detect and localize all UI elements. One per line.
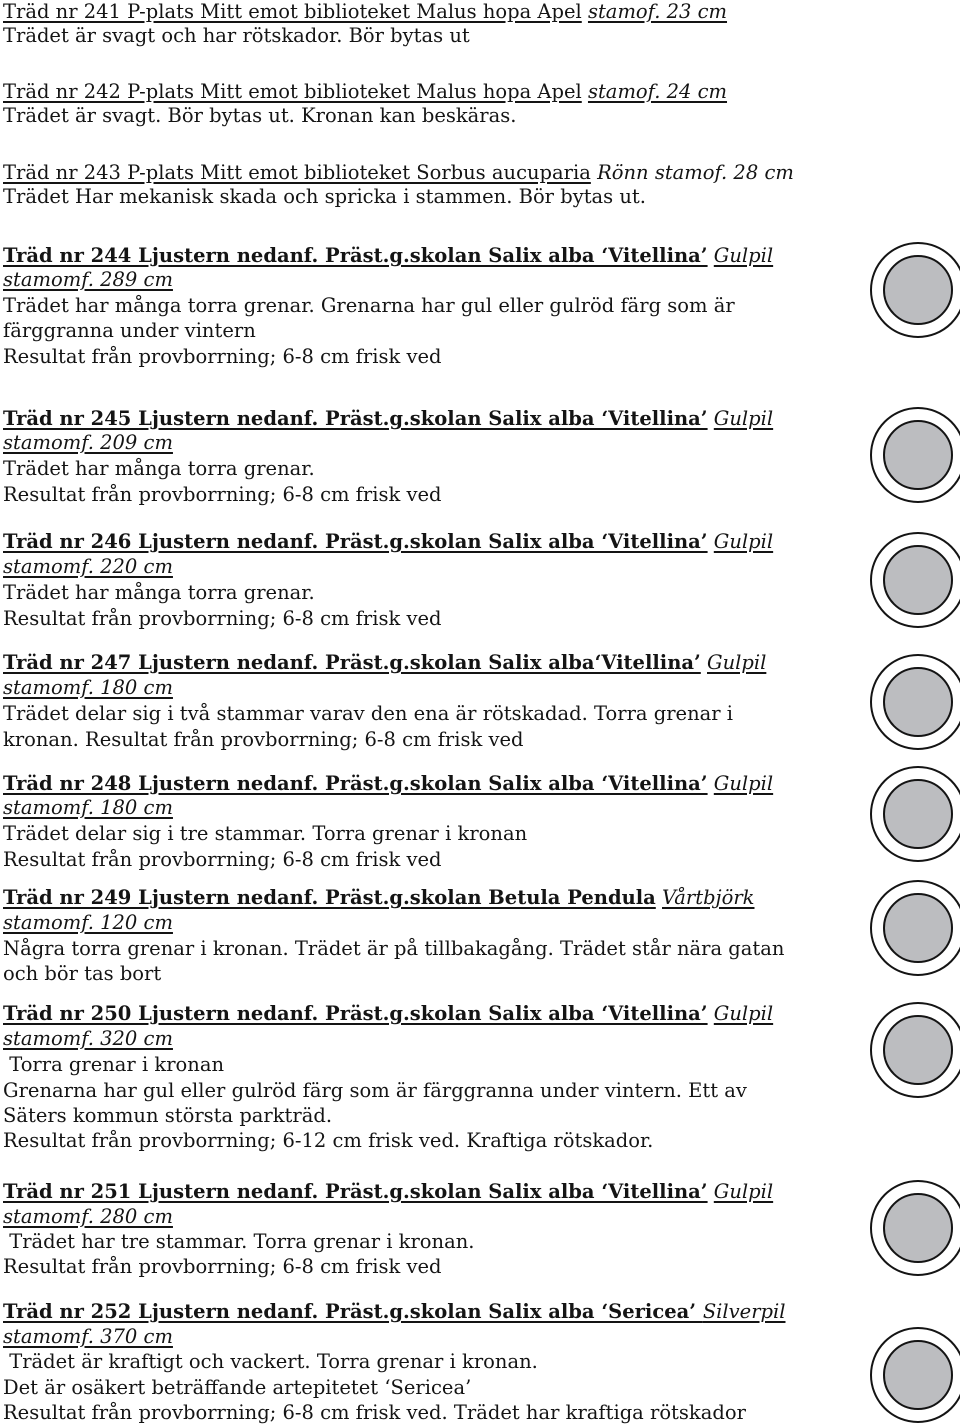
heading-text: Träd nr 242 P-plats Mitt emot biblioteket Malus hopa Apel xyxy=(3,80,582,103)
common-name: Gulpil xyxy=(713,1002,774,1025)
entry-245-size: stamomf. 209 cm xyxy=(3,431,173,454)
entry-249-heading xyxy=(3,886,754,910)
common-name: Gulpil xyxy=(713,407,774,430)
common-name: Vårtbjörk xyxy=(662,886,755,909)
entry-246-size: stamomf. 220 cm xyxy=(3,555,173,578)
entry-244-note-2: färggranna under vintern xyxy=(3,319,256,342)
heading-text: Träd nr 246 Ljustern nedanf. Präst.g.skolan Salix alba ‘Vitellina’ xyxy=(3,530,708,553)
entry-245-note-1: Trädet har många torra grenar. xyxy=(3,457,315,480)
entry-243-heading xyxy=(3,161,794,185)
entry-252-heading xyxy=(3,1300,785,1324)
entry-251-note-1: Trädet har tre stammar. Torra grenar i kronan. xyxy=(3,1230,475,1253)
entry-249-note-1: Några torra grenar i kronan. Trädet är på tillbakagång. Trädet står nära gatan xyxy=(3,937,785,960)
entry-248-size: stamomf. 180 cm xyxy=(3,796,173,819)
common-name: Rönn xyxy=(597,161,649,184)
trunk-size: stamof. 28 cm xyxy=(654,161,794,184)
entry-251-size: stamomf. 280 cm xyxy=(3,1205,173,1228)
entry-244-size: stamomf. 289 cm xyxy=(3,268,173,291)
entry-248-heading xyxy=(3,772,773,796)
entry-243-note: Trädet Har mekanisk skada och spricka i stammen. Bör bytas ut. xyxy=(3,185,646,208)
entry-252-size: stamomf. 370 cm xyxy=(3,1325,173,1348)
entry-252-note-2: Det är osäkert beträffande artepitetet ‘Sericea’ xyxy=(3,1376,472,1399)
common-name: Gulpil xyxy=(713,244,774,267)
entry-250-size: stamomf. 320 cm xyxy=(3,1027,173,1050)
entry-252-note-3: Resultat från provborrning; 6-8 cm frisk ved. Trädet har kraftiga rötskador xyxy=(3,1401,746,1424)
tree-marker-icon xyxy=(868,764,960,864)
tree-marker-icon xyxy=(868,1325,960,1425)
heading-text: Träd nr 243 P-plats Mitt emot biblioteket Sorbus aucuparia xyxy=(3,161,591,184)
common-name: Gulpil xyxy=(713,1180,774,1203)
entry-248-note-1: Trädet delar sig i tre stammar. Torra grenar i kronan xyxy=(3,822,528,845)
entry-250-note-1: Torra grenar i kronan xyxy=(3,1053,225,1076)
entry-242-note: Trädet är svagt. Bör bytas ut. Kronan kan beskäras. xyxy=(3,104,517,127)
entry-251-heading xyxy=(3,1180,773,1204)
entry-247-size: stamomf. 180 cm xyxy=(3,676,173,699)
entry-247-note-2: kronan. Resultat från provborrning; 6-8 cm frisk ved xyxy=(3,728,524,751)
entry-250-note-2: Grenarna har gul eller gulröd färg som är färggranna under vintern. Ett av xyxy=(3,1079,747,1102)
heading-text: Träd nr 247 Ljustern nedanf. Präst.g.skolan Salix alba‘Vitellina’ xyxy=(3,651,701,674)
tree-marker-icon xyxy=(868,878,960,978)
heading-text: Träd nr 241 P-plats Mitt emot biblioteket Malus hopa Apel xyxy=(3,0,582,23)
common-name: Silverpil xyxy=(702,1300,786,1323)
common-name: Gulpil xyxy=(713,530,774,553)
common-name: Gulpil xyxy=(707,651,767,674)
entry-250-heading xyxy=(3,1002,773,1026)
tree-marker-icon xyxy=(868,405,960,505)
entry-244-note-1: Trädet har många torra grenar. Grenarna har gul eller gulröd färg som är xyxy=(3,294,735,317)
entry-246-note-1: Trädet har många torra grenar. xyxy=(3,581,315,604)
heading-text: Träd nr 251 Ljustern nedanf. Präst.g.skolan Salix alba ‘Vitellina’ xyxy=(3,1180,708,1203)
heading-text: Träd nr 249 Ljustern nedanf. Präst.g.skolan Betula Pendula xyxy=(3,886,656,909)
heading-text: Träd nr 244 Ljustern nedanf. Präst.g.skolan Salix alba ‘Vitellina’ xyxy=(3,244,708,267)
trunk-size: stamof. 24 cm xyxy=(587,80,728,103)
entry-244-note-3: Resultat från provborrning; 6-8 cm frisk ved xyxy=(3,345,442,368)
tree-marker-icon xyxy=(868,240,960,340)
entry-241-note: Trädet är svagt och har rötskador. Bör bytas ut xyxy=(3,24,470,47)
entry-246-heading xyxy=(3,530,773,554)
tree-marker-icon xyxy=(868,1178,960,1278)
heading-text: Träd nr 248 Ljustern nedanf. Präst.g.skolan Salix alba ‘Vitellina’ xyxy=(3,772,708,795)
entry-242-heading xyxy=(3,80,727,104)
entry-245-note-2: Resultat från provborrning; 6-8 cm frisk ved xyxy=(3,483,442,506)
entry-249-note-2: och bör tas bort xyxy=(3,962,162,985)
entry-251-note-2: Resultat från provborrning; 6-8 cm frisk ved xyxy=(3,1255,442,1278)
entry-247-note-1: Trädet delar sig i två stammar varav den ena är rötskadad. Torra grenar i xyxy=(3,702,734,725)
heading-text: Träd nr 250 Ljustern nedanf. Präst.g.skolan Salix alba ‘Vitellina’ xyxy=(3,1002,708,1025)
entry-247-heading xyxy=(3,651,766,675)
tree-marker-icon xyxy=(868,652,960,752)
entry-248-note-2: Resultat från provborrning; 6-8 cm frisk ved xyxy=(3,848,442,871)
entry-244-heading xyxy=(3,244,773,268)
trunk-size: stamof. 23 cm xyxy=(587,0,728,23)
entry-252-note-1: Trädet är kraftigt och vackert. Torra grenar i kronan. xyxy=(3,1350,538,1373)
entry-241-heading xyxy=(3,0,727,24)
heading-text: Träd nr 245 Ljustern nedanf. Präst.g.skolan Salix alba ‘Vitellina’ xyxy=(3,407,708,430)
entry-246-note-2: Resultat från provborrning; 6-8 cm frisk ved xyxy=(3,607,442,630)
tree-marker-icon xyxy=(868,1000,960,1100)
common-name: Gulpil xyxy=(713,772,774,795)
entry-250-note-3: Säters kommun största parkträd. xyxy=(3,1104,333,1127)
tree-marker-icon xyxy=(868,530,960,630)
entry-245-heading xyxy=(3,407,773,431)
heading-text: Träd nr 252 Ljustern nedanf. Präst.g.skolan Salix alba ‘Sericea’ xyxy=(3,1300,703,1323)
entry-250-note-4: Resultat från provborrning; 6-12 cm frisk ved. Kraftiga rötskador. xyxy=(3,1129,654,1152)
entry-249-size: stamomf. 120 cm xyxy=(3,911,173,934)
